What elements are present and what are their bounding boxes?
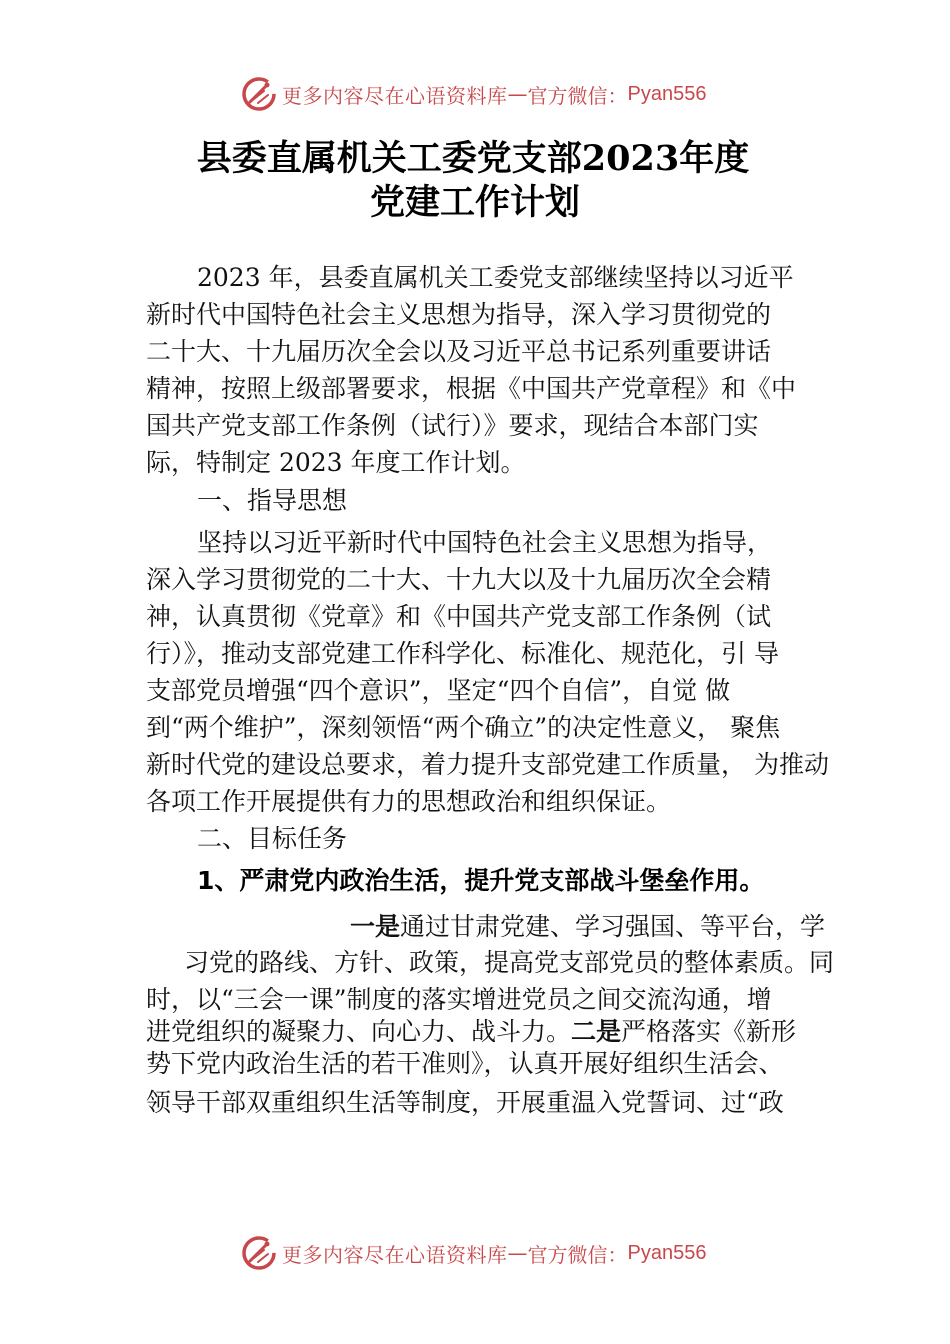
intro-line: 2023 年，县委直属机关工委党支部继续坚持以习近平 [197, 263, 794, 292]
intro-line: 际，特制定 2023 年度工作计划。 [146, 448, 526, 477]
document-title-line1: 县委直属机关工委党支部2023年度 [196, 138, 750, 179]
intro-line: 二十大、十九届历次全会以及习近平总书记系列重要讲话 [146, 337, 772, 366]
intro-line: 新时代中国特色社会主义思想为指导，深入学习贯彻党的 [146, 300, 772, 329]
section2-para-line [350, 910, 825, 944]
watermark-wechat-label: 官方微信： [527, 1242, 628, 1267]
section2-para-line: 势下党内政治生活的若干准则》，认真开展好组织生活会、 [146, 1049, 784, 1078]
watermark-wechat-label: 官方微信： [527, 83, 628, 108]
bold-lead-first: 一是 [350, 912, 401, 941]
brush-circle-logo-icon [240, 75, 278, 113]
section1-line: 各项工作开展提供有力的思想政治和组织保证。 [146, 787, 672, 816]
watermark-banner-bottom [240, 1233, 706, 1273]
section-heading-guiding-thought: 一、指导思想 [197, 486, 348, 515]
document-title-line2: 党建工作计划 [369, 182, 580, 223]
subsection-heading-1: 1、严肃党内政治生活，提升党支部战斗堡垒作用。 [197, 866, 765, 895]
section1-line: 到“两个维护”，深刻领悟“两个确立”的决定性意义， 聚焦 [146, 713, 781, 742]
intro-line: 国共产党支部工作条例（试行）》要求，现结合本部门实 [146, 411, 759, 440]
section1-line: 行）》，推动支部党建工作科学化、标准化、规范化，引 导 [146, 639, 779, 668]
para-text: 进党组织的凝聚力、向心力、战斗力。 [146, 1017, 572, 1046]
watermark-separator: — [507, 1241, 528, 1265]
section-heading-goals: 二、目标任务 [197, 824, 348, 853]
watermark-text: 更多内容尽在心语资料库 [282, 1242, 508, 1267]
bold-lead-second: 二是 [571, 1017, 622, 1046]
section2-para-line: 领导干部双重组织生活等制度，开展重温入党誓词、过“政 [146, 1088, 784, 1117]
section1-line: 新时代党的建设总要求，着力提升支部党建工作质量， 为推动 [146, 750, 829, 779]
para-text: 通过甘肃党建、学习强国、等平台，学 [400, 912, 826, 941]
intro-line: 精神，按照上级部署要求，根据《中国共产党章程》和《中 [146, 374, 797, 403]
para-text: 严格落实《新形 [621, 1017, 797, 1046]
watermark-text: 更多内容尽在心语资料库 [282, 83, 508, 108]
section1-line: 支部党员增强“四个意识”，坚定“四个自信”，自觉 做 [146, 676, 731, 705]
section2-para-line: 时，以“三会一课”制度的落实增进党员之间交流沟通，增 [146, 985, 772, 1014]
section1-line: 坚持以习近平新时代中国特色社会主义思想为指导， [197, 528, 773, 557]
watermark-wechat-id: Pyan556 [627, 1241, 707, 1264]
watermark-wechat-id: Pyan556 [627, 82, 707, 105]
watermark-separator: — [507, 82, 528, 106]
section2-para-line [146, 1015, 796, 1049]
section1-line: 深入学习贯彻党的二十大、十九大以及十九届历次全会精 [146, 565, 772, 594]
section2-para-line: 习党的路线、方针、政策，提高党支部党员的整体素质。同 [184, 948, 835, 977]
watermark-banner-top [240, 74, 706, 114]
section1-line: 神，认真贯彻《党章》和《中国共产党支部工作条例（试 [146, 602, 772, 631]
brush-circle-logo-icon [240, 1234, 278, 1272]
